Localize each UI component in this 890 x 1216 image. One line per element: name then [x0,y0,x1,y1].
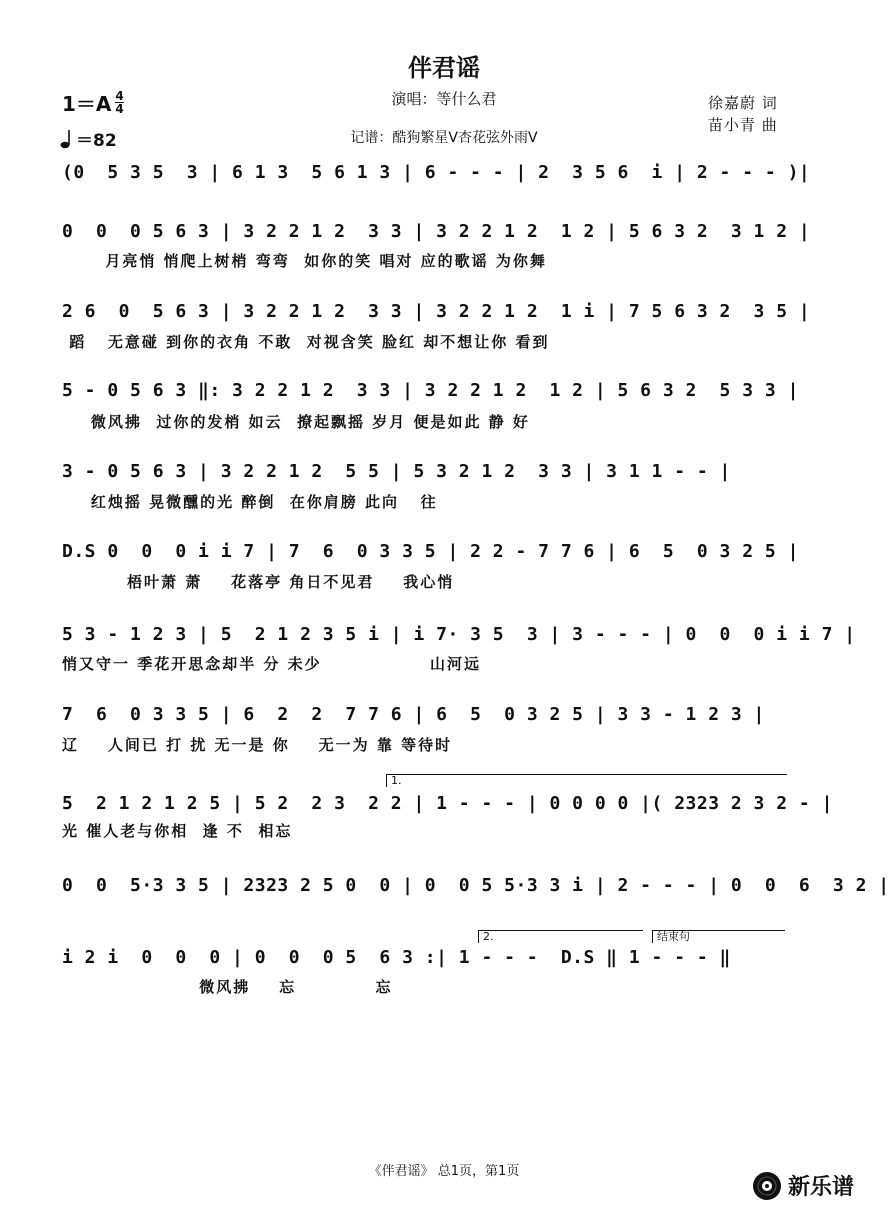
tempo-value: ＝82 [76,131,117,151]
logo-text: 新乐谱 [788,1175,855,1200]
volta-2-bracket: 2. [478,930,643,943]
lyrics-line-3: 蹈 无意碰 到你的衣角 不敢 对视含笑 脸红 却不想让你 看到 [62,333,550,351]
notes-line-8: 7 6 0 3 3 5 | 6 2 2 7 7 6 | 6 5 0 3 2 5 | 3 3 - 1 2 3 | [62,704,765,725]
score-line-5 [62,456,782,488]
song-title: 伴君谣 [408,54,480,82]
lyrics-line-11: 微风拂 忘 忘 [62,978,393,996]
singer-credit: 演唱：等什么君 [391,90,497,108]
score-line-10 [62,870,890,902]
notes-line-9: 5 2 1 2 1 2 5 | 5 2 2 3 2 2 | 1 - - - | 0 0 0 0 |( 2323 2 3 2 - | [62,793,833,814]
lyrics-line-9: 光 催人老与你相 逢 不 相忘 [62,822,293,840]
lyricist-credit: 徐嘉蔚 词 [708,94,778,112]
notes-line-7: 5 3 - 1 2 3 | 5 2 1 2 3 5 i | i 7· 3 5 3 | 3 - - - | 0 0 0 i i 7 | [62,624,856,645]
key-label: 1＝A [62,92,112,116]
notes-line-2: 0 0 0 5 6 3 | 3 2 2 1 2 3 3 | 3 2 2 1 2 1 2 | 5 6 3 2 3 1 2 | [62,221,811,242]
notes-line-10: 0 0 5·3 3 5 | 2323 2 5 0 0 | 0 0 5 5·3 3 i | 2 - - - | 0 0 6 3 2 | [62,875,890,896]
transcriber-credit: 记谱：酷狗繁星V杏花弦外雨V [350,130,538,146]
lyrics-line-8: 辽 人间已 打 扰 无一是 你 无一为 靠 等待时 [62,736,453,754]
score-line-8 [62,699,782,731]
notes-line-11: i 2 i 0 0 0 | 0 0 0 5 6 3 :| 1 - - - D.S ‖ 1 - - - ‖ [62,947,731,968]
time-sig-bottom: 4 [115,102,124,116]
time-sig-top: 4 [115,89,124,103]
lyrics-line-7: 悄又守一 季花开思念却半 分 未少 山河远 [62,655,482,673]
lyrics-line-2: 月亮悄 悄爬上树梢 弯弯 如你的笑 唱对 应的歌谣 为你舞 [62,252,547,270]
notes-line-3: 2 6 0 5 6 3 | 3 2 2 1 2 3 3 | 3 2 2 1 2 1 i | 7 5 6 3 2 3 5 | [62,301,811,322]
score-line-4 [62,375,799,407]
lyrics-line-4: 微风拂 过你的发梢 如云 撩起飘摇 岁月 便是如此 静 好 [62,413,530,431]
lyrics-line-6: 梧叶萧 萧 花落亭 角日不见君 我心悄 [62,573,455,591]
score-line-2 [62,216,811,248]
volta-1-bracket: 1. [386,774,787,787]
page-footer: 《伴君谣》 总1页，第1页 [368,1164,520,1179]
score-line-1 [62,157,811,189]
score-line-3 [62,296,811,328]
notes-line-1: (0 5 3 5 3 | 6 1 3 5 6 1 3 | 6 - - - | 2 3 5 6 i | 2 - - - )| [62,162,811,183]
site-logo [752,1170,854,1201]
composer-credit: 苗小青 曲 [708,116,778,134]
notes-line-4: 5 - 0 5 6 3 ‖: 3 2 2 1 2 3 3 | 3 2 2 1 2 1 2 | 5 6 3 2 5 3 3 | [62,380,799,401]
vinyl-record-icon [752,1171,782,1201]
score-line-9 [62,788,833,820]
score-line-6 [62,536,799,568]
score-line-11 [62,942,782,974]
lyrics-line-5: 红烛摇 晃微醺的光 醉倒 在你肩膀 此向 往 [62,493,438,511]
notes-line-6: D.S 0 0 0 i i 7 | 7 6 0 3 3 5 | 2 2 - 7 7 6 | 6 5 0 3 2 5 | [62,541,799,562]
ending-bracket: 结束句 [652,930,785,943]
score-line-7 [62,619,856,651]
notes-line-5: 3 - 0 5 6 3 | 3 2 2 1 2 5 5 | 5 3 2 1 2 3 3 | 3 1 1 - - | [62,461,731,482]
